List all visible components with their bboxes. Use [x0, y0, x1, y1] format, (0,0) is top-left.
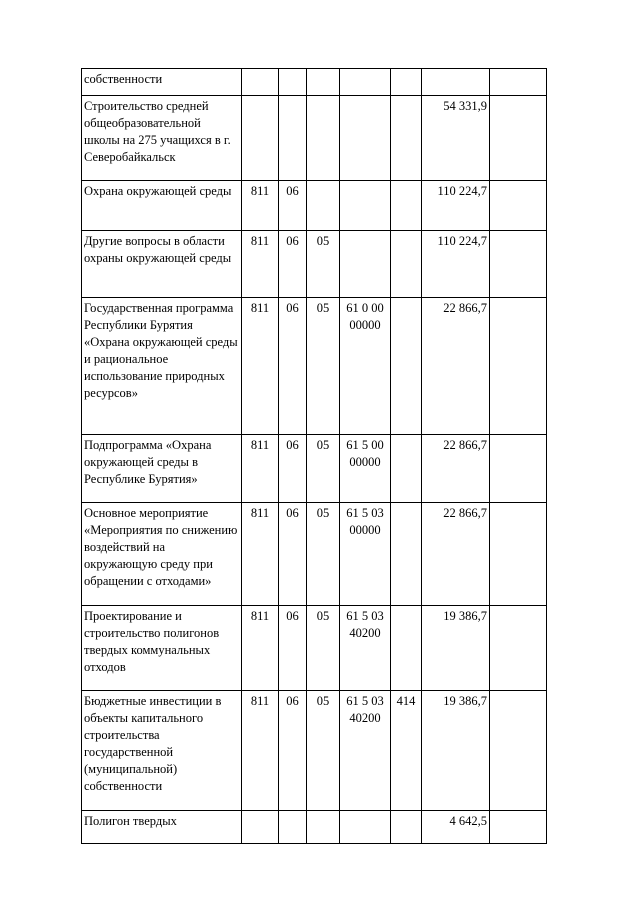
subsection-code-cell: 05 [307, 231, 340, 298]
amount-cell: 110 224,7 [422, 181, 490, 231]
amount-cell [422, 69, 490, 96]
subsection-code-cell [307, 811, 340, 844]
table-row [82, 181, 547, 231]
target-article-cell: 61 5 00 00000 [340, 435, 391, 503]
subsection-code-cell: 05 [307, 298, 340, 435]
empty-cell [490, 298, 547, 435]
empty-cell [490, 69, 547, 96]
section-code-cell: 06 [279, 298, 307, 435]
target-article-cell: 61 5 03 40200 [340, 606, 391, 691]
subsection-code-cell: 05 [307, 606, 340, 691]
expense-type-cell [391, 606, 422, 691]
expense-type-cell [391, 298, 422, 435]
expense-type-cell [391, 181, 422, 231]
subsection-code-cell [307, 181, 340, 231]
expense-type-cell [391, 69, 422, 96]
row-name-cell: Основное мероприятие «Мероприятия по снижению воздействий на окружающую среду при обращении с отходами» [82, 503, 242, 606]
subsection-code-cell: 05 [307, 691, 340, 811]
admin-code-cell: 811 [242, 606, 279, 691]
table-row [82, 231, 547, 298]
table-row [82, 69, 547, 96]
target-article-cell: 61 5 03 40200 [340, 691, 391, 811]
amount-cell: 22 866,7 [422, 503, 490, 606]
expense-type-cell: 414 [391, 691, 422, 811]
target-article-cell [340, 181, 391, 231]
empty-cell [490, 503, 547, 606]
row-name-cell: Охрана окружающей среды [82, 181, 242, 231]
target-article-cell [340, 811, 391, 844]
table-row [82, 691, 547, 811]
target-article-cell [340, 96, 391, 181]
target-article-cell: 61 5 03 00000 [340, 503, 391, 606]
amount-cell: 22 866,7 [422, 435, 490, 503]
subsection-code-cell [307, 69, 340, 96]
target-article-cell: 61 0 00 00000 [340, 298, 391, 435]
table-row [82, 606, 547, 691]
empty-cell [490, 231, 547, 298]
admin-code-cell [242, 811, 279, 844]
empty-cell [490, 96, 547, 181]
empty-cell [490, 606, 547, 691]
expense-type-cell [391, 435, 422, 503]
amount-cell: 22 866,7 [422, 298, 490, 435]
row-name-cell: Полигон твердых [82, 811, 242, 844]
amount-cell: 19 386,7 [422, 606, 490, 691]
section-code-cell: 06 [279, 503, 307, 606]
expense-type-cell [391, 811, 422, 844]
table-row [82, 503, 547, 606]
target-article-cell [340, 69, 391, 96]
section-code-cell: 06 [279, 435, 307, 503]
admin-code-cell [242, 96, 279, 181]
empty-cell [490, 181, 547, 231]
amount-cell: 110 224,7 [422, 231, 490, 298]
section-code-cell [279, 96, 307, 181]
expense-type-cell [391, 503, 422, 606]
expense-type-cell [391, 96, 422, 181]
table-row [82, 298, 547, 435]
subsection-code-cell [307, 96, 340, 181]
empty-cell [490, 435, 547, 503]
admin-code-cell [242, 69, 279, 96]
empty-cell [490, 811, 547, 844]
subsection-code-cell: 05 [307, 435, 340, 503]
row-name-cell: Бюджетные инвестиции в объекты капитального строительства государственной (муниципальной) собственности [82, 691, 242, 811]
table-row [82, 96, 547, 181]
section-code-cell [279, 69, 307, 96]
admin-code-cell: 811 [242, 231, 279, 298]
admin-code-cell: 811 [242, 691, 279, 811]
row-name-cell: Проектирование и строительство полигонов твердых коммунальных отходов [82, 606, 242, 691]
section-code-cell: 06 [279, 606, 307, 691]
expense-type-cell [391, 231, 422, 298]
subsection-code-cell: 05 [307, 503, 340, 606]
target-article-cell [340, 231, 391, 298]
amount-cell: 4 642,5 [422, 811, 490, 844]
admin-code-cell: 811 [242, 435, 279, 503]
row-name-cell: Подпрограмма «Охрана окружающей среды в Республике Бурятия» [82, 435, 242, 503]
row-name-cell: собственности [82, 69, 242, 96]
section-code-cell: 06 [279, 181, 307, 231]
table-row [82, 811, 547, 844]
budget-table [81, 68, 547, 844]
table-row [82, 435, 547, 503]
section-code-cell: 06 [279, 691, 307, 811]
section-code-cell: 06 [279, 231, 307, 298]
amount-cell: 19 386,7 [422, 691, 490, 811]
admin-code-cell: 811 [242, 181, 279, 231]
admin-code-cell: 811 [242, 298, 279, 435]
admin-code-cell: 811 [242, 503, 279, 606]
row-name-cell: Строительство средней общеобразовательной школы на 275 учащихся в г. Северобайкальск [82, 96, 242, 181]
row-name-cell: Другие вопросы в области охраны окружающей среды [82, 231, 242, 298]
empty-cell [490, 691, 547, 811]
section-code-cell [279, 811, 307, 844]
row-name-cell: Государственная программа Республики Бурятия «Охрана окружающей среды и рациональное использование природных ресурсов» [82, 298, 242, 435]
amount-cell: 54 331,9 [422, 96, 490, 181]
